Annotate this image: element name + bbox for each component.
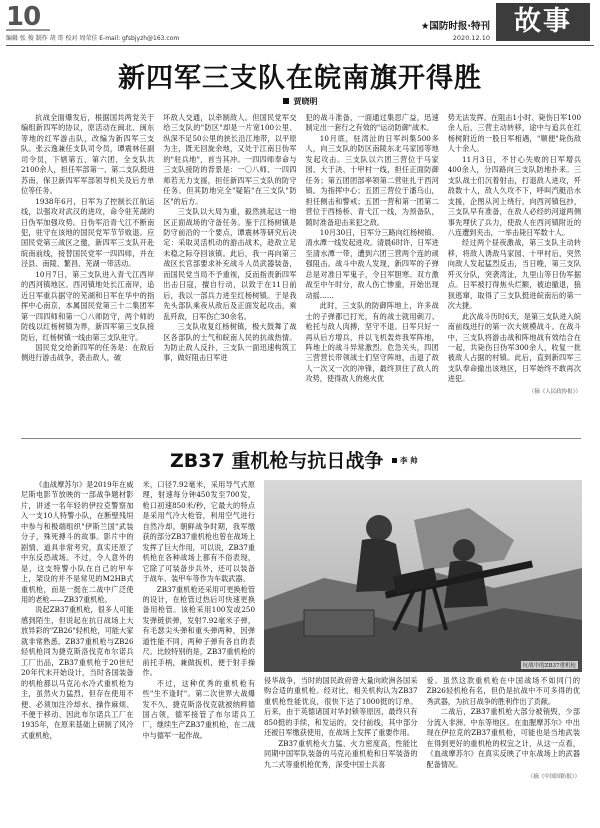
article2-column-2 bbox=[143, 480, 256, 824]
paragraph: 犯的战斗准备，一面通过集思广益，迅速制定出一套行之有效的"运动防御"战术。 bbox=[305, 113, 439, 133]
paragraph: 经过两个昼夜激战，第三支队主动转移，将敌人诱敌马家园、十甲村后，突然向敌人发起猛烈反击，当日晚，第三支队歼灭分队，突袭湾沚，九里山等日伪军据点。日军被打得焦头烂额，被迫撤退，狼狈逃窜，取得了三支队挺进皖南后的第一次大捷。 bbox=[447, 238, 581, 311]
paragraph: 说起ZB37重机枪，很多人可能感到陌生，但说起在抗日战场上大放异彩的"ZB26"轻机枪，可能大家就非常熟悉。ZB37重机枪与ZB26轻机枪同为捷克斯洛伐克布尔诺兵工厂出品，ZB37重机枪于20世纪20年代末开始设计，当时各国装备的机枪都以马克沁水冷式重机枪为主，虽然火力猛烈，但存在使用不便、必须加注冷却水、操作麻烦、不便于移动、因此布尔诺兵工厂在1935年，在原来基础上研制了风冷式重机枪， bbox=[21, 605, 134, 740]
page-number: 10 bbox=[6, 2, 41, 32]
article1-byline bbox=[0, 96, 600, 107]
paragraph: ZB37重机枪火力猛、火力密度高，性能比同期中国军队装备的马克沁重机枪和日军装备的九二式等重机枪优秀，深受中国士兵喜 bbox=[264, 738, 418, 769]
paragraph: 坏敌人交通，以牵制敌人。但国民党军交给三支队的"防区"却是一片宽100公里、纵深不足50公里的狭长沿江地带，以平原为主，既无回旋余地，又处于江南日伪军的"驻兵地"，首当其冲。一四四师奉命与三支队接防的背景是：一〇八师、一四四师若无力支援，担任新四军三支队的防守任务。但其防地完全"疑陷"在三支队"防区"的后方。 bbox=[163, 113, 297, 206]
article1-source-note: （摘《人民政协报》） bbox=[528, 388, 581, 395]
article2-author: 李 帅 bbox=[400, 456, 418, 465]
article2-byline bbox=[392, 455, 418, 466]
paragraph: 势无法发挥。在阻击1小时、毙伤日军100余人后，三营主动转移，途中与追兵在红杨树附近的一股日军相遇，"顺便"毙伤敌人十余人。 bbox=[447, 113, 581, 154]
page-number-rule bbox=[6, 29, 50, 31]
section-badge: 故事 bbox=[496, 3, 590, 41]
article2-column-4 bbox=[427, 676, 581, 824]
article2-body-right bbox=[264, 676, 580, 824]
paragraph: 《血战摩苏尔》是2019年在威尼斯电影节放映的一部战争题材影片，讲述一名年轻的伊拉克警察加入一支10人特警小队，在断壁残垣中参与和极端组织"伊斯兰国"武装分子，殊死搏斗的故事。影片中的剧情、道具非常考究，真实还原了中东反恐战场。不过，令人意外的是，这支特警小队在自己的甲车上，架设的并不是常见的M2HB式重机枪，而是一挺在二战中广泛使用的老枪——ZB37重机枪。 bbox=[21, 480, 134, 604]
paragraph: 侵华战争，当时的国民政府曾大量向欧洲各国采购合适的重机枪。经对比，相关机构认为ZB37重机枪性能优良，很快下达了1000挺的订单。后来，由于英德诸国对华封锁等原因，最终只有850挺的手续，和发运的，交付前线，其中部分还被日军缴获使用，在战场上发挥了重要作用。 bbox=[264, 676, 418, 738]
header-rule bbox=[6, 45, 594, 46]
section-divider bbox=[21, 438, 581, 439]
paragraph: 三支队以大局为重，毅然挑起这一地区正面战场的守备任务。鉴于江杨树镇是防守前沿的一个要点，谭震林等研究后决定：采取灵活机动的游击战术，趁敌立足未稳之际夺回该镇。此后，我一再向第三战区长官部要求补充战斗人员武器装备，而国民党当局不予重视，反而指责新四军出击日寇，擅自行动，以致于在11日前后，我以一部兵力进至红杨树镇。于是我先头部队乘夜从敌后及正面发起攻击，乘乱歼敌，日军伤亡30余名。 bbox=[163, 207, 297, 321]
byline-square-icon bbox=[283, 98, 289, 104]
article2-column-1 bbox=[21, 480, 134, 824]
paragraph: 10月7日，第三支队进入青弋江西岸的西河镇地区。西河镇地处长江南岸，追近日军重兵据守的芜湖和日军在华中的指挥中心南京，本属国民党第三十二集团军第一四四师和第一〇八师防守，两个师的防线以红杨树镇为界，新四军第三支队接防后，红杨树镇一线由第三支队驻守。 bbox=[21, 269, 155, 342]
article1-title: 新四军三支队在皖南旗开得胜 bbox=[118, 63, 482, 94]
paragraph: 10月30日，日军分三路向红杨树镇、清水潭一线发起进攻。清晨6时许，日军进至清水潭一带，遭到六团三营两个连的顽强阻击。战斗中敌人发现，新四军的子弹总是对准日军鬼子，令日军胆寒。双方激战至中午时分，敌人伤亡惨重，开始出现动摇…… bbox=[305, 227, 439, 300]
paragraph: 1938年6月，日军为了控制长江航运线，以强攻对武汉的进攻，命令驻芜湖的日伪军加强攻势。日伪军沿青弋江不断南犯，驻守在该地的国民党军节节败退。应国民党第三战区之邀，新四军三支队开赴皖南前线，接替国民党军一四四师，并在泾县、南陵、繁昌、芜湖一带活动。 bbox=[21, 196, 155, 269]
article1-column-2 bbox=[163, 113, 296, 431]
paragraph: 11月3日，不甘心失败的日军增兵400余人，分四路向三支队防地扑来。三支队战士们沉着射击，打退敌人进攻，歼敌数十人，敌人久攻不下，呼叫汽艇沿水支援，企图从河上绕行，向西河镇包抄，三支队早有准备，在敌人必经的河道两侧事先埋伏了兵力，使敌人在西河镇附近的八连遭到夹击，一举击毙日军数十人。 bbox=[447, 154, 581, 237]
staff-line: 编辑 张 俊 制作 胡 哥 校对 周荣佳 E-mail: gfsbjyzh@163.com bbox=[6, 35, 180, 42]
photo-caption: 抗战中的ZB37重机枪 bbox=[522, 663, 576, 669]
photo-illustration bbox=[264, 480, 582, 672]
paragraph: 此次战斗历时6天，是第三支队进入皖南前线进行的第一次大规模战斗。在战斗中，三支队将游击战和阵地战有效结合在一起，共毙伤日伪军300余人，收复一批被敌人占据的村镇。此后，直到新四军三支队奉命撤出该地区，日军始终不敢再次进犯。 bbox=[447, 311, 581, 384]
paragraph: 国民党交给新四军的任务是：在敌后侧进行游击战争，袭击敌人，破 bbox=[21, 342, 155, 363]
article1-author: 贾晓明 bbox=[293, 97, 318, 106]
paper-name: ★国防时报·特刊 bbox=[420, 21, 490, 32]
paragraph: 10月底，驻湾沚的日军纠集500多人，向三支队的防区南陵东北马家园等地发起攻击。三支队以六团三营位于马家园、大于决、十甲村一线，担任正面防御任务；第五团团部率领第二营驻扎于西河镇。为指挥中心；五团三营位于潘乌山，担任侧击和警戒；五团一营和第一团第二营位于西杨桥、青弋江一线，为预备队，随时准备迎击来犯之敌。 bbox=[305, 133, 439, 227]
article1-column-4 bbox=[448, 113, 581, 431]
machine-gun-photo bbox=[264, 480, 582, 672]
article1-column-1 bbox=[21, 113, 154, 431]
article2-column-3 bbox=[264, 676, 418, 824]
paragraph: 不过，这种优秀的重机枪有些"生不逢时"。第二次世界大战爆发不久，捷克斯洛伐克就被纳粹德国占领，德军接管了布尔诺兵工厂，继续生产ZB37重机枪，在二战中与德军一起作战。 bbox=[142, 678, 255, 740]
article2-source-note: （摘《中国国防报》） bbox=[527, 774, 580, 781]
paragraph: 此时，三支队的防御阵地上，许多战士的子弹都已打光，有的战士就用刺刀、枪托与敌人肉搏，坚守不退。日军只好一再从后方增兵，并以飞机轰炸我军阵地，阵地上的战斗异常激烈。危急关头，四团三营营长带领战士们坚守阵地，击退了敌人一次又一次的冲锋，最终顶住了敌人的攻势，使得敌人的炮火优 bbox=[305, 301, 439, 384]
issue-date: 2020.12.10 bbox=[452, 34, 490, 42]
page-header bbox=[0, 0, 600, 46]
article1-column-3 bbox=[306, 113, 439, 431]
paragraph: 抗战全面爆发后，根据国共两党关于编组新四军的协议，原活动在闽北、闽东等地的红军游击队，改编为新四军三支队。张云逸兼任支队司令员，谭震林任副司令员，下辖第五、第六团，全支队共2100余人，担任军部第一、第二支队挺进苏南，保卫新四军军部领导机关及后方单位等任务。 bbox=[21, 113, 155, 196]
paragraph: ZB37重机枪还采用可更换枪管的设计，在枪管过热后可快速更换备用枪管。该枪采用100发或250发弹链供弹，发射7.92毫米子弹，有毛瑟尖头弹和重头弹两种，因弹道性能不同，两种子弹有各自的表尺。比较特别的是，ZB37重机枪的前托手柄，兼做扳机，便于射手操作。 bbox=[142, 584, 255, 678]
paragraph: 米，口径7.92毫米，采用导气式原理，射速每分钟450发至700发，枪口初速850米/秒，它最大的特点是采用气冷大枪管，利用空气进行自然冷却。朝鲜战争时期，我军缴获的部分ZB37重机枪也曾在战场上发挥了巨大作用，可以说，ZB37重机枪在各种战场上都有不俗表现，它除了可装备步兵外，还可以装备于战车、装甲车等作为车载武器。 bbox=[142, 480, 255, 584]
paragraph: 二战后，ZB37重机枪大部分被销毁，少部分流入非洲、中东等地区。在血腥摩苏尔》中出现在伊拉克的ZB37重机枪，可能也是当地武装在得到更好的重机枪的权宜之计，从这一点看，《血战摩苏尔》在真实反映了中东战场上的武器配备情况。 bbox=[426, 707, 580, 769]
article2-body-left bbox=[21, 480, 255, 824]
byline-square-icon bbox=[392, 458, 397, 463]
article1-body bbox=[21, 113, 581, 431]
paragraph: 三支队收复红杨树镇，极大鼓舞了战区各部队的士气和皖南人民的抗战热情。为防止敌人反扑，三支队一面迅速构筑工事，做好阻击日军进 bbox=[163, 322, 297, 363]
article2-title: ZB37 重机枪与抗日战争 bbox=[170, 450, 384, 472]
paragraph: 爱。虽然这款重机枪在中国战场不如同门的ZB26轻机枪有名，但仍是抗战中不可多得的优秀武器，为抗日战争的胜利作出了贡献。 bbox=[426, 676, 580, 706]
